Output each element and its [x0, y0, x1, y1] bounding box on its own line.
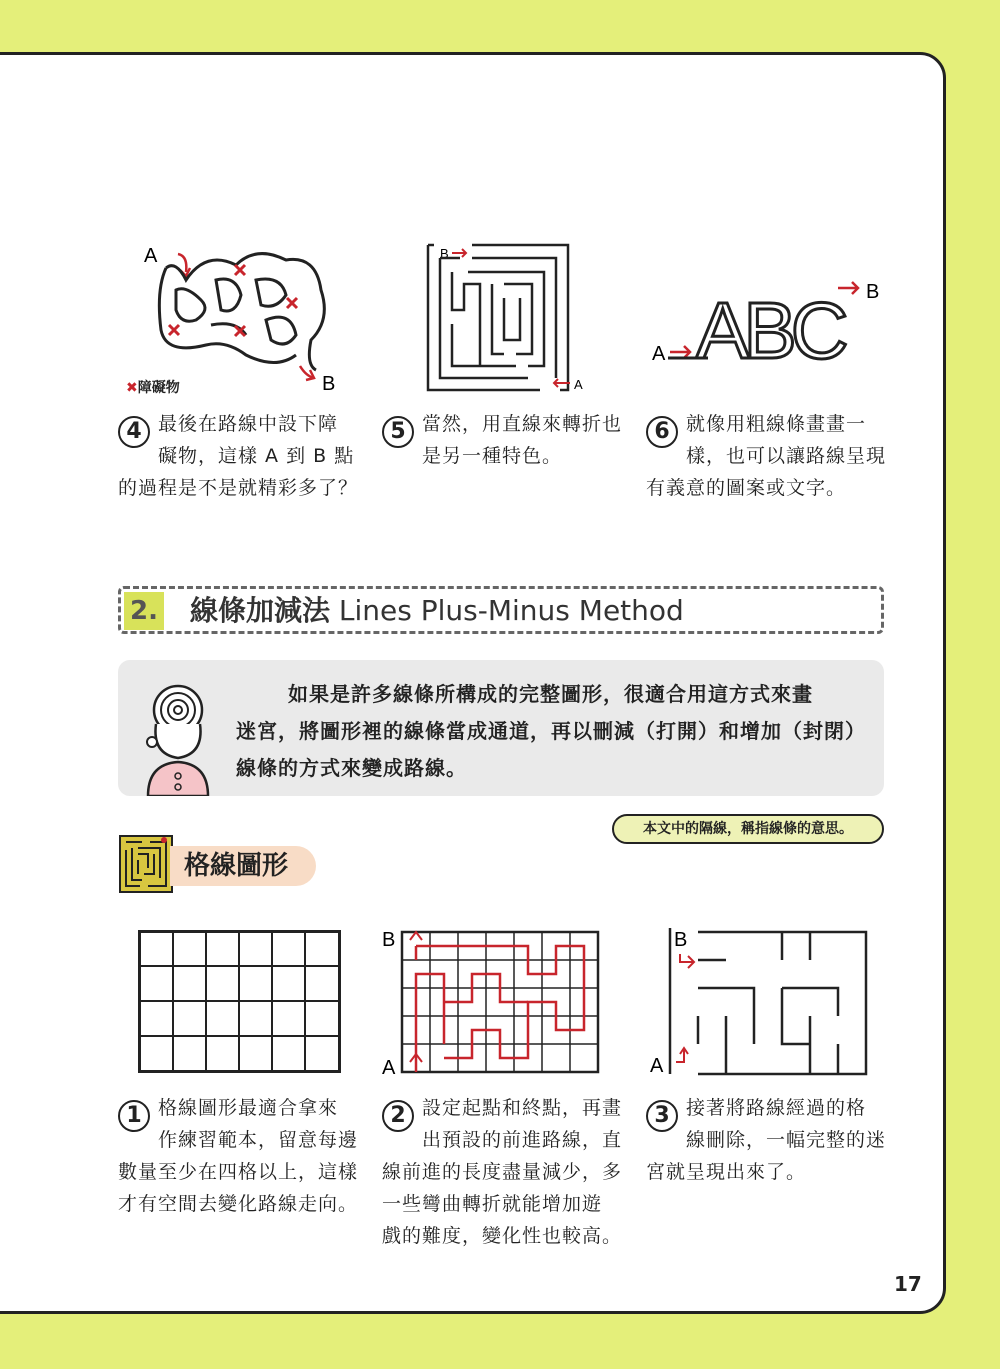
step-6-caption: 就像用粗線條畫畫一 樣，也可以讓路線呈現 有義意的圖案或文字。 — [646, 413, 887, 499]
step-4-caption: 最後在路線中設下障 礙物，這樣 A 到 B 點 的過程是不是就精彩多了？ — [118, 413, 359, 499]
section-title-zh: 線條加減法 — [190, 594, 331, 627]
plain-grid-figure — [138, 930, 342, 1074]
step-1-caption: 格線圖形最適合拿來 作練習範本，留意每邊 數量至少在四格以上，這樣 才有空間去變化路線走向。 — [118, 1097, 359, 1215]
step-3-caption: 接著將路線經過的格 線刪除，一幅完整的迷 宮就呈現出來了。 — [646, 1097, 887, 1183]
fig3-label-b: B — [674, 929, 688, 951]
step-6-badge: 6 — [646, 416, 678, 448]
step-2-badge: 2 — [382, 1100, 414, 1132]
step-5-badge: 5 — [382, 416, 414, 448]
step-2-caption: 設定起點和終點，再畫 出預設的前進路線，直 線前進的長度盡量減少，多 一些彎曲轉折就能增加遊 戲的難度，變化性也較高。 — [382, 1097, 623, 1247]
intro-text: 如果是許多線條所構成的完整圖形，很適合用這方式來畫 迷宮，將圖形裡的線條當成通道，再以刪減（打開）和增加（封閉） 線條的方式來變成路線。 — [236, 682, 866, 780]
legend-text: 障礙物 — [137, 380, 180, 396]
obstacle-icon: ✖ — [126, 380, 138, 396]
fig4-label-b: B — [322, 373, 336, 395]
fig5-label-a: A — [574, 377, 583, 392]
fig6-label-b: B — [866, 281, 880, 303]
definition-note: 本文中的隔線，稱指線條的意思。 — [612, 814, 884, 844]
finished-grid-maze-figure — [646, 924, 872, 1080]
fig3-label-a: A — [650, 1055, 664, 1077]
straight-line-maze-figure — [420, 240, 590, 400]
grid-with-route-figure — [378, 924, 604, 1080]
subsection-title: 格線圖形 — [184, 851, 289, 881]
curvy-maze-figure — [116, 240, 356, 400]
fig5-label-b: B — [440, 246, 449, 261]
maze-head-character-icon — [138, 684, 218, 796]
step-5-caption: 當然，用直線來轉折也 是另一種特色。 — [422, 413, 623, 467]
step-4-badge: 4 — [118, 416, 150, 448]
fig2-label-a: A — [382, 1057, 396, 1079]
grid-maze-icon — [118, 834, 174, 894]
step-1-badge: 1 — [118, 1100, 150, 1132]
abc-letter-maze-figure — [648, 272, 888, 372]
section-title-en: Lines Plus-Minus Method — [338, 594, 684, 627]
step-3-badge: 3 — [646, 1100, 678, 1132]
section-number: 2. — [124, 592, 164, 630]
fig4-label-a: A — [144, 245, 158, 267]
section-title — [190, 592, 684, 630]
obstacle-legend — [126, 377, 180, 397]
fig6-letters: ABC — [696, 286, 843, 372]
fig2-label-b: B — [382, 929, 396, 951]
fig6-label-a: A — [652, 343, 666, 365]
page-number: 17 — [894, 1272, 922, 1296]
